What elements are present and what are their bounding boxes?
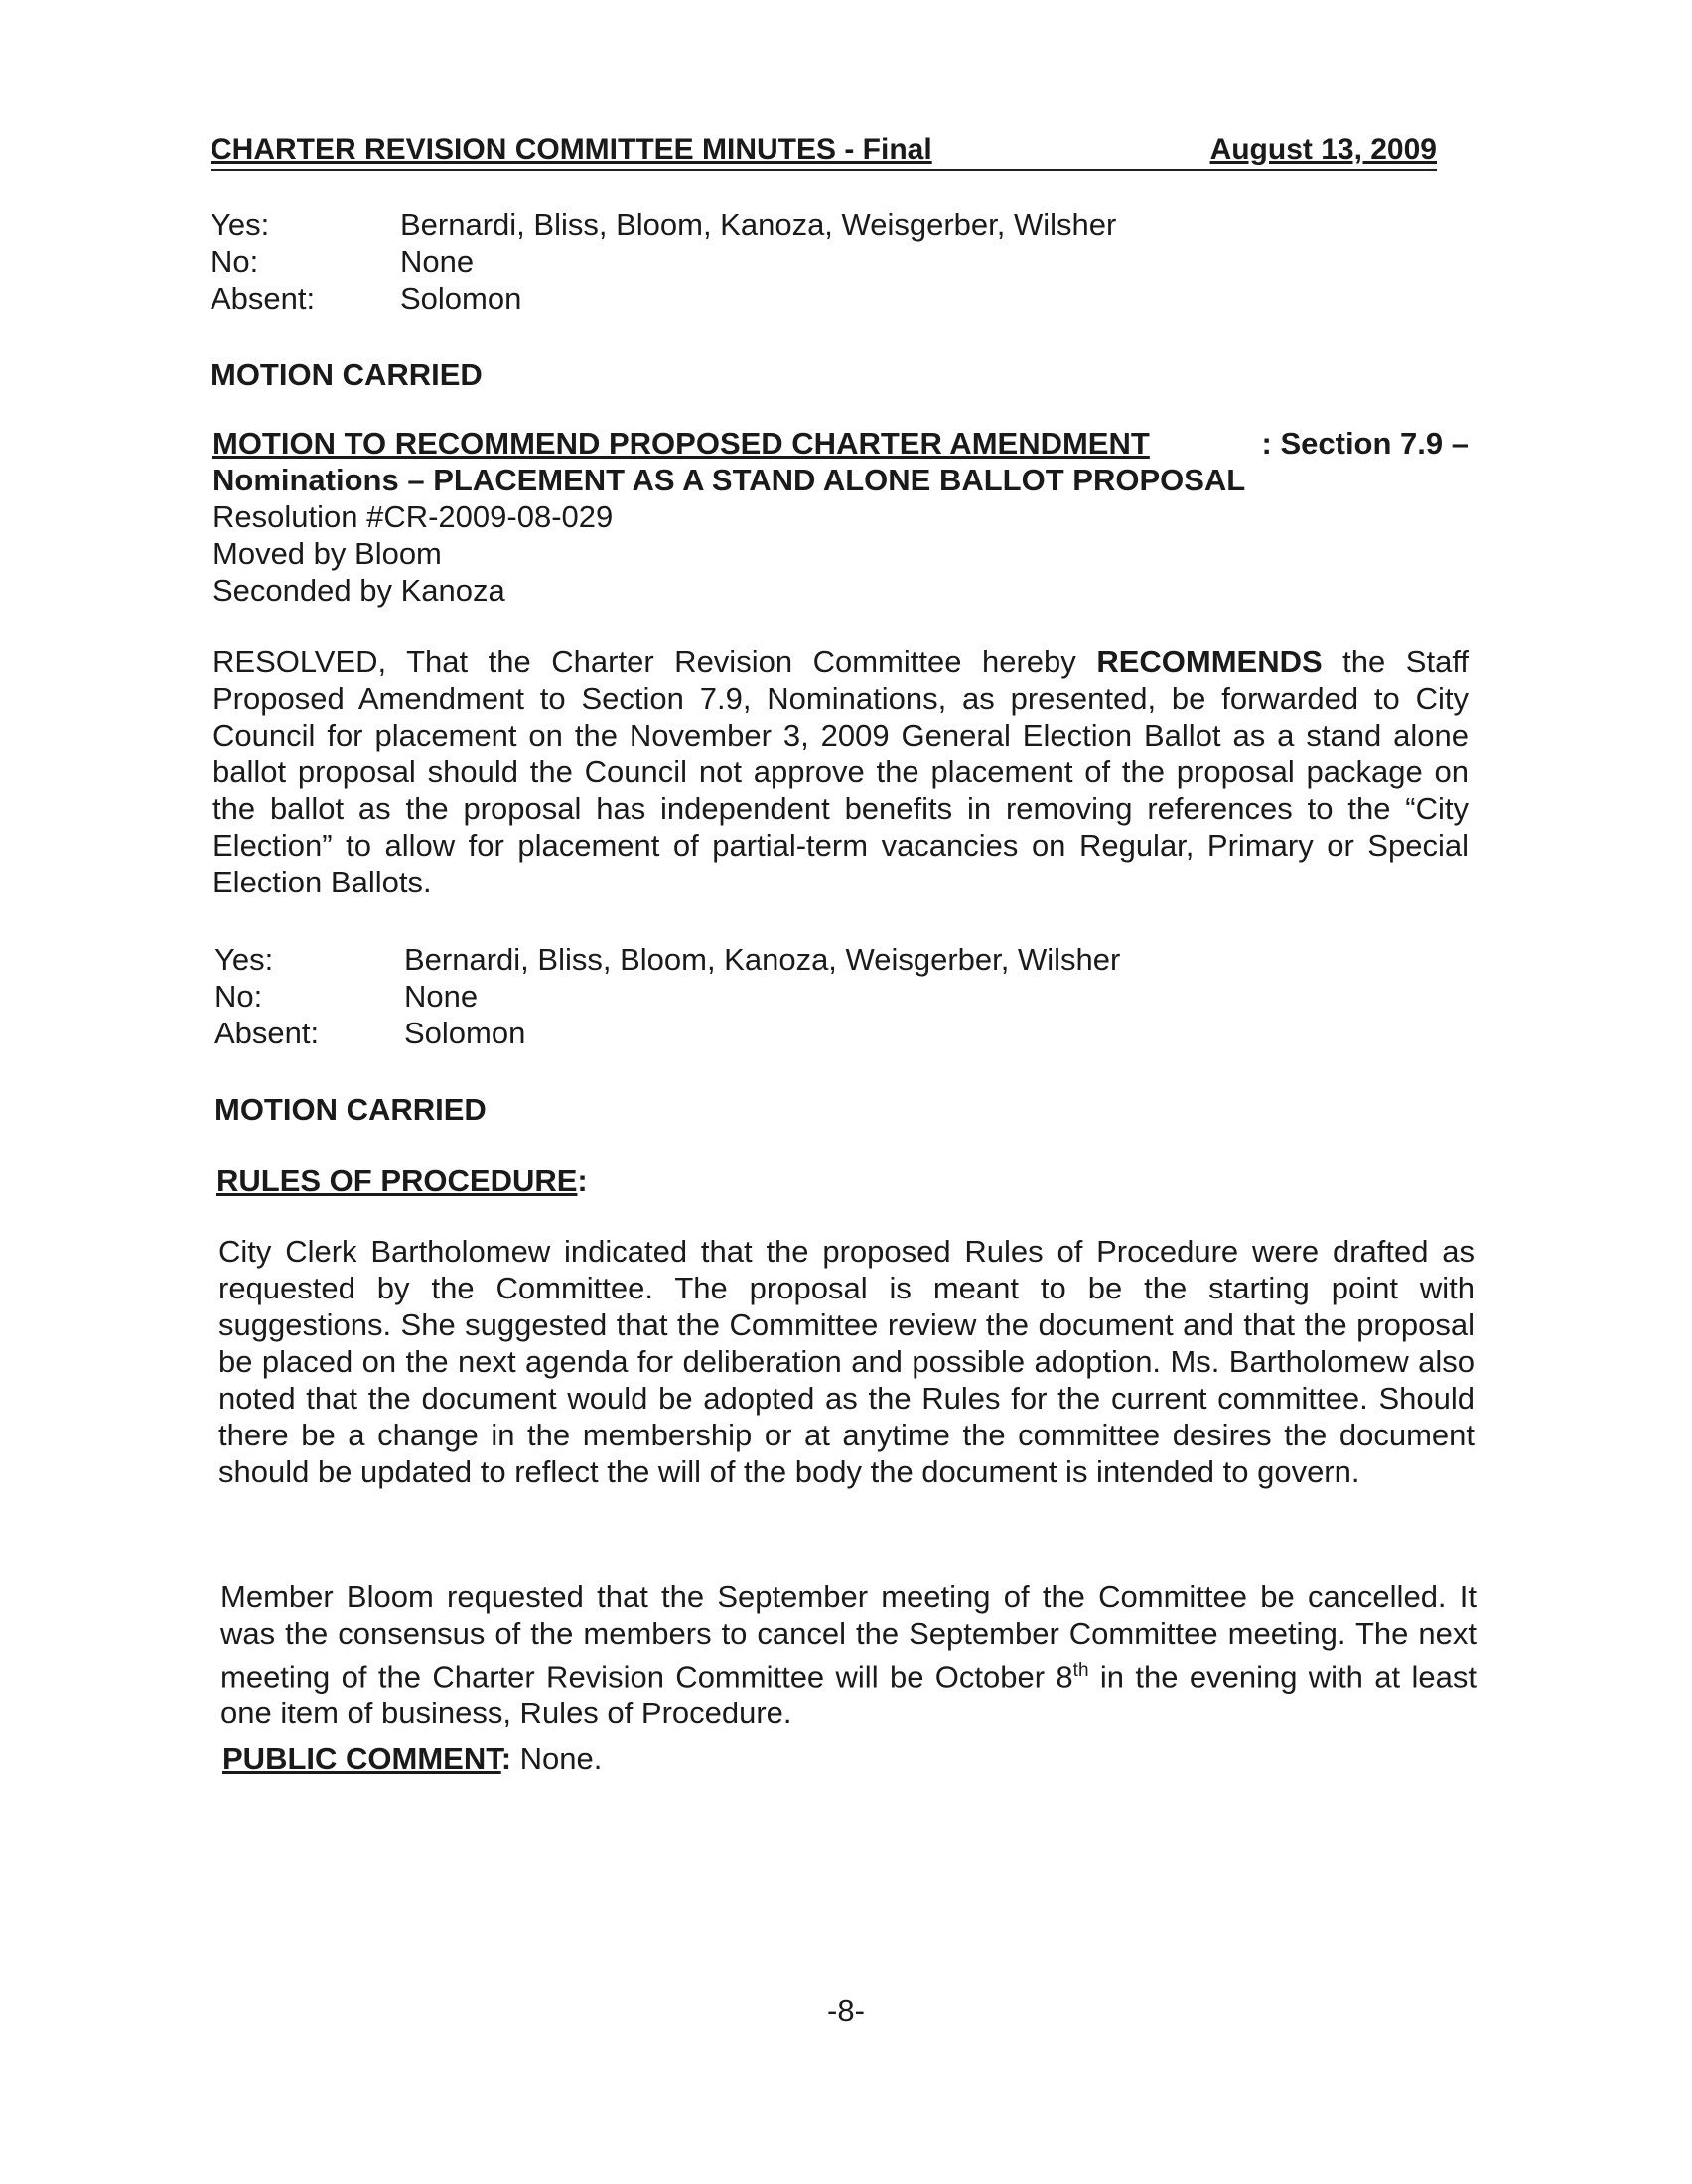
rules-heading [216, 1163, 588, 1199]
absent-voters: Solomon [404, 1016, 526, 1050]
public-comment-label: PUBLIC COMMENT [222, 1741, 501, 1776]
resolved-paragraph [212, 643, 1469, 900]
public-comment [222, 1741, 602, 1777]
no-label: No: [211, 244, 259, 279]
no-voters: None [400, 244, 475, 279]
yes-voters: Bernardi, Bliss, Bloom, Kanoza, Weisgerber, Wilsher [400, 207, 1117, 242]
vote-tally-1 [211, 206, 1116, 317]
absent-label: Absent: [214, 1016, 320, 1050]
no-label: No: [214, 979, 263, 1014]
page-header [211, 129, 1437, 171]
vote-tally-2 [214, 941, 1120, 1051]
seconded-by: Seconded by Kanoza [212, 573, 505, 608]
motion-section [212, 425, 1469, 609]
resolved-keyword: RECOMMENDS [1096, 644, 1323, 679]
moved-by: Moved by Bloom [212, 536, 442, 571]
resolution-number: Resolution #CR-2009-08-029 [212, 499, 614, 534]
motion-title-underlined: MOTION TO RECOMMEND PROPOSED CHARTER AMENDMENT [212, 426, 1150, 461]
resolved-text-start: RESOLVED, That the Charter Revision Committee hereby [212, 644, 1097, 679]
no-voters: None [404, 979, 479, 1014]
resolved-text-rest: the Staff Proposed Amendment to Section 7.9, Nominations, as presented, be forwarded to City Council for placement on the November 3, 2009 General Election Ballot as a stand alone ballot proposal should the Council not approve the placement of the proposal package on the ballot as the proposal has independent benefits in removing references to the “City Election” to allow for placement of partial-term vacancies on Regular, Primary or Special Election Ballots. [212, 644, 1469, 899]
rules-heading-colon: : [577, 1163, 588, 1198]
motion-title-line1 [212, 425, 1469, 462]
yes-label: Yes: [211, 207, 270, 242]
page-number: -8- [827, 1993, 865, 2028]
absent-voters: Solomon [400, 281, 522, 316]
public-comment-colon: : [500, 1741, 512, 1776]
rules-para2-start: Member Bloom requested that the September meeting of the Committee be cancelled. It was the consensus of the members to cancel the September Committee meeting. The next meeting of the Charter Revision Committee will be October 8 [220, 1579, 1477, 1695]
rules-paragraph-1: City Clerk Bartholomew indicated that the proposed Rules of Procedure were drafted as requested by the Committee. The proposal is meant to be the starting point with suggestions. She suggested that the Committee review the document and that the proposal be placed on the next agenda for deliberation and possible adoption. Ms. Bartholomew also noted that the document would be adopted as the Rules for the current committee. Should there be a change in the membership or at anytime the committee desires the document should be updated to reflect the will of the body the document is intended to govern. [218, 1234, 1475, 1489]
document-title: CHARTER REVISION COMMITTEE MINUTES - Final [211, 133, 932, 166]
motion-result-1: MOTION CARRIED [211, 357, 483, 392]
motion-title-line2: Nominations – PLACEMENT AS A STAND ALONE BALLOT PROPOSAL [212, 463, 1246, 497]
rules-para2-rest: in the evening with at least one item of business, Rules of Procedure. [220, 1659, 1477, 1731]
motion-title-section: : Section 7.9 – [1261, 426, 1469, 461]
ordinal-suffix: th [1072, 1660, 1089, 1681]
public-comment-value: None. [511, 1741, 603, 1776]
yes-label: Yes: [214, 942, 274, 977]
absent-label: Absent: [211, 281, 316, 316]
rules-paragraph-2 [220, 1578, 1477, 1731]
yes-voters: Bernardi, Bliss, Bloom, Kanoza, Weisgerber, Wilsher [404, 942, 1121, 977]
motion-result-2: MOTION CARRIED [214, 1092, 487, 1127]
rules-heading-text: RULES OF PROCEDURE [216, 1163, 578, 1198]
document-date: August 13, 2009 [1209, 133, 1437, 166]
